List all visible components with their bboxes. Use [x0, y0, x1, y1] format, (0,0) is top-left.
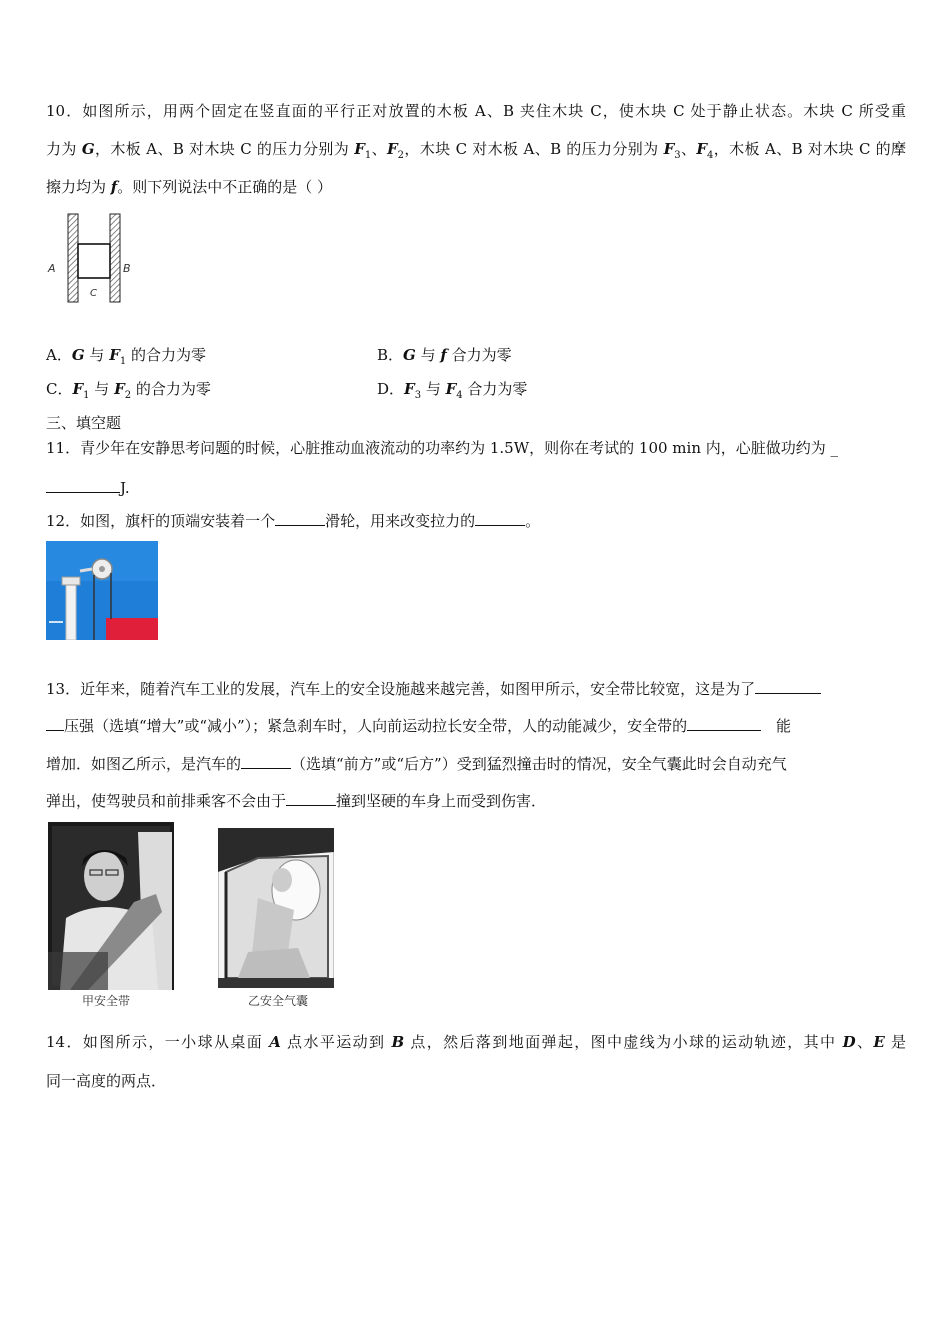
option-a-prefix: A．: [46, 346, 72, 364]
q12-text-1: 12．如图，旗杆的顶端安装着一个: [46, 512, 276, 530]
var-friction: f: [110, 178, 118, 196]
q12-blank-2[interactable]: [475, 509, 525, 526]
sub-3: 3: [674, 150, 681, 161]
q10-board-figure: [46, 210, 136, 306]
point-e: E: [873, 1033, 885, 1051]
q12-text-3: 。: [525, 512, 541, 530]
option-c[interactable]: [46, 378, 211, 407]
sub-4: 4: [707, 150, 714, 161]
point-b: B: [391, 1033, 405, 1051]
q11-line2: [46, 476, 906, 499]
q13-text-1: 13．近年来，随着汽车工业的发展，汽车上的安全设施越来越完善，如图甲所示，安全带比较宽，这是为了: [46, 680, 756, 698]
option-d-mid: 与: [421, 380, 446, 398]
q10-text-3b: 。则下列说法中不正确的是（ ）: [117, 178, 333, 196]
q13-blank-3[interactable]: [241, 752, 291, 769]
sep: 、: [855, 1033, 874, 1051]
sub-2: 2: [124, 390, 132, 401]
var-f4: F: [696, 140, 708, 158]
option-b-mid: 与: [415, 346, 441, 364]
option-c-prefix: C．: [46, 380, 73, 398]
q10-line2: [46, 138, 906, 167]
sub-2: 2: [397, 150, 405, 161]
dummy-head: [272, 868, 292, 892]
var-f2: F: [387, 140, 398, 158]
q10-text-2a: 力为: [46, 140, 82, 158]
var-f2: F: [114, 380, 125, 398]
var-f3: F: [404, 380, 415, 398]
option-a-suffix: 的合力为零: [126, 346, 207, 364]
section-title: [46, 412, 906, 434]
q13-line1: [46, 677, 906, 700]
option-b-prefix: B．: [377, 346, 404, 364]
sub-1: 1: [364, 150, 372, 161]
q14-text-1a: 14．如图所示，一小球从桌面: [46, 1033, 270, 1051]
sub-4: 4: [456, 390, 463, 401]
q13-line2: [46, 714, 906, 737]
var-f3: F: [663, 140, 675, 158]
q12-blank-1[interactable]: [275, 509, 325, 526]
sub-1: 1: [119, 356, 127, 367]
flagpole: [66, 581, 76, 640]
var-friction: f: [440, 346, 447, 364]
q12-line: [46, 509, 906, 532]
q14-text-1d: 是: [884, 1033, 906, 1051]
option-d-prefix: D．: [377, 380, 405, 398]
q14-text-1c: 点，然后落到地面弹起，图中虚线为小球的运动轨迹，其中: [404, 1033, 843, 1051]
q13-text-2b: 能: [771, 717, 791, 735]
point-a: A: [269, 1033, 281, 1051]
block-c: [78, 244, 110, 278]
label-a: A: [48, 262, 56, 275]
q13-text-4b: 撞到坚硬的车身上而受到伤害．: [336, 792, 547, 810]
q14-text-1b: 点水平运动到: [280, 1033, 392, 1051]
q13-blank-2[interactable]: [687, 714, 761, 731]
q13-blank-4[interactable]: [286, 789, 336, 806]
q13-text-4a: 弹出，使驾驶员和前排乘客不会由于: [46, 792, 287, 810]
seatbelt-photo: [48, 822, 174, 990]
q10-text-2c: ，木块 C 对木板 A、B 的压力分别为: [404, 140, 664, 158]
var-g: G: [71, 346, 85, 364]
q11-unit: J.: [120, 479, 130, 497]
q13-text-3b: （选填“前方”或“后方”）受到猛烈撞击时的情况，安全气囊此时会自动充气: [291, 755, 787, 773]
q13-text-3a: 增加．如图乙所示，是汽车的: [46, 755, 242, 773]
q10-line1: [46, 100, 906, 122]
point-d: D: [842, 1033, 856, 1051]
sub-3: 3: [414, 390, 422, 401]
option-d[interactable]: [377, 378, 527, 407]
option-b-suffix: 合力为零: [446, 346, 512, 364]
flagpole-pulley-photo: [46, 541, 158, 640]
airbag-photo: [218, 828, 334, 988]
q10-line3: [46, 176, 906, 198]
caption-airbag: 乙安全气囊: [248, 994, 309, 1008]
driver-face: [84, 851, 124, 901]
q14-line1: [46, 1031, 906, 1053]
option-c-suffix: 的合力为零: [131, 380, 211, 398]
caption-seatbelt: 甲安全带: [82, 994, 131, 1008]
sep: 、: [680, 140, 697, 158]
var-f4: F: [445, 380, 457, 398]
q12-text-2: 滑轮，用来改变拉力的: [325, 512, 476, 530]
label-c: C: [90, 288, 97, 299]
q11-text-1: 11．青少年在安静思考问题的时候，心脏推动血液流动的功率约为 1.5W，则你在考试的 100 min 内，心脏做功约为 _: [46, 439, 839, 457]
q10-text-3a: 擦力均为: [46, 178, 111, 196]
q11-line1: [46, 437, 906, 459]
option-b[interactable]: [377, 344, 512, 366]
q11-answer-blank[interactable]: [46, 476, 120, 493]
option-a-mid: 与: [84, 346, 110, 364]
q10-text-2d: ，木板 A、B 对木块 C 的摩: [713, 140, 906, 158]
sub-1: 1: [83, 390, 90, 401]
q14-text-2: 同一高度的两点．: [46, 1072, 167, 1090]
q14-line2: [46, 1070, 906, 1092]
q13-blank-1b[interactable]: [46, 714, 64, 731]
sep: 、: [371, 140, 388, 158]
var-f1: F: [109, 346, 120, 364]
label-b: B: [123, 262, 131, 275]
section-title-text: 三、填空题: [46, 414, 122, 432]
q13-line3: [46, 752, 906, 775]
q13-line4: [46, 789, 906, 812]
q10-text-1: 10．如图所示，用两个固定在竖直面的平行正对放置的木板 A、B 夹住木块 C，使木块 C 处于静止状态。木块 C 所受重: [46, 102, 906, 120]
q13-blank-1a[interactable]: [755, 677, 821, 694]
var-f1: F: [354, 140, 365, 158]
option-c-mid: 与: [89, 380, 115, 398]
var-g: G: [81, 140, 95, 158]
q10-text-2b: ，木板 A、B 对木块 C 的压力分别为: [94, 140, 355, 158]
option-d-suffix: 合力为零: [462, 380, 528, 398]
board-b: [110, 214, 120, 302]
board-a: [68, 214, 78, 302]
var-g: G: [403, 346, 416, 364]
option-a[interactable]: [46, 344, 206, 373]
var-f1: F: [72, 380, 84, 398]
red-flag: [106, 618, 158, 640]
q13-text-2a: 压强（选填“增大”或“减小”）；紧急刹车时，人向前运动拉长安全带，人的动能减少，安全带的: [64, 717, 688, 735]
